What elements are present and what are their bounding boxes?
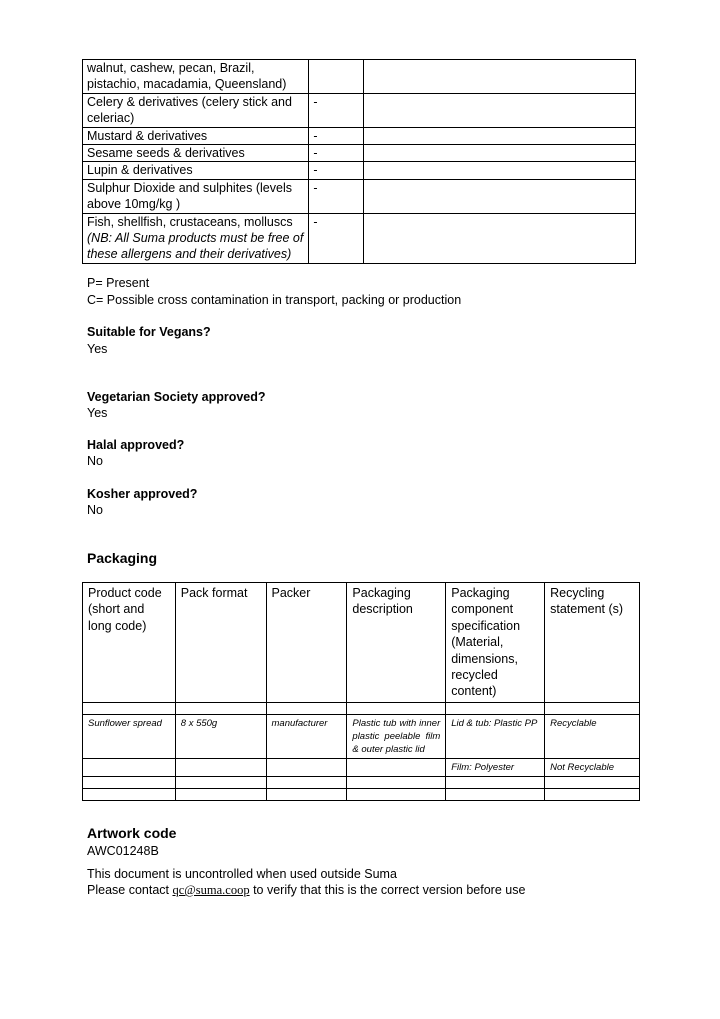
allergen-table: [82, 59, 636, 264]
vegan-label: Suitable for Vegans?: [87, 325, 211, 339]
allergen-name-line: Lupin & derivatives: [87, 163, 193, 178]
component-cell: Film: Polyester: [446, 758, 545, 776]
allergen-comment-cell: [364, 60, 636, 94]
allergen-row: [83, 213, 636, 263]
vegsoc-label: Vegetarian Society approved?: [87, 390, 266, 404]
header-recycling-statement: Recycling statement (s): [545, 583, 640, 703]
allergen-name-cell: [83, 60, 309, 94]
allergen-name-cell: [83, 179, 309, 213]
packaging-header-row: [83, 583, 640, 703]
artwork-code: AWC01248B: [87, 844, 159, 858]
allergen-name-cell: [83, 127, 309, 144]
allergen-row: [83, 162, 636, 179]
legend-cross: C= Possible cross contamination in transport, packing or production: [87, 293, 462, 307]
halal-value: No: [87, 454, 103, 468]
allergen-name-cell: [83, 93, 309, 127]
packer-cell: manufacturer: [266, 714, 347, 758]
legend-present: P= Present: [87, 276, 150, 290]
artwork-heading: Artwork code: [87, 825, 177, 841]
allergen-note-line: these allergens and their derivatives): [87, 247, 292, 262]
footer-line1: This document is uncontrolled when used outside Suma: [87, 867, 397, 881]
kosher-label: Kosher approved?: [87, 487, 198, 501]
allergen-value-cell: -: [309, 93, 364, 127]
vegan-value: Yes: [87, 342, 108, 356]
recycling-cell: Not Recyclable: [545, 758, 640, 776]
allergen-name-line: above 10mg/kg ): [87, 197, 181, 212]
allergen-value-cell: -: [309, 179, 364, 213]
header-packer: Packer: [266, 583, 347, 703]
allergen-row: [83, 145, 636, 162]
allergen-row: [83, 179, 636, 213]
allergen-note-line: (NB: All Suma products must be free of: [87, 231, 304, 246]
product-cell: Sunflower spread: [83, 714, 176, 758]
table-row: [83, 714, 640, 758]
allergen-value-cell: -: [309, 213, 364, 263]
allergen-value-cell: [309, 60, 364, 94]
allergen-name-cell: [83, 145, 309, 162]
format-cell: 8 x 550g: [175, 714, 266, 758]
halal-label: Halal approved?: [87, 438, 185, 452]
allergen-value-cell: -: [309, 162, 364, 179]
allergen-name-line: Mustard & derivatives: [87, 128, 208, 143]
packaging-table: [82, 582, 640, 801]
header-packaging-description: Packaging description: [347, 583, 446, 703]
header-pack-format: Pack format: [175, 583, 266, 703]
table-row: [83, 702, 640, 714]
table-row: [83, 758, 640, 776]
component-cell: Lid & tub: Plastic PP: [446, 714, 545, 758]
allergen-comment-cell: [364, 179, 636, 213]
allergen-value-cell: -: [309, 145, 364, 162]
description-cell: Plastic tub with inner plastic peelable film & outer plastic lid: [347, 714, 446, 758]
allergen-row: [83, 60, 636, 94]
allergen-name-line: Fish, shellfish, crustaceans, molluscs: [87, 214, 293, 229]
allergen-name-line: walnut, cashew, pecan, Brazil,: [87, 61, 255, 75]
allergen-name-line: celeriac): [87, 111, 135, 126]
allergen-row: [83, 93, 636, 127]
allergen-value-cell: -: [309, 127, 364, 144]
allergen-comment-cell: [364, 145, 636, 162]
allergen-name-line: Sesame seeds & derivatives: [87, 146, 245, 161]
packaging-heading: Packaging: [87, 550, 158, 566]
allergen-comment-cell: [364, 213, 636, 263]
footer-line2: Please contact qc@suma.coop to verify that this is the correct version before use: [87, 883, 526, 897]
allergen-name-line: pistachio, macadamia, Queensland): [87, 77, 287, 92]
kosher-value: No: [87, 503, 103, 517]
allergen-name-cell: [83, 162, 309, 179]
vegsoc-value: Yes: [87, 406, 108, 420]
allergen-comment-cell: [364, 162, 636, 179]
table-row: [83, 776, 640, 788]
allergen-name-cell: [83, 213, 309, 263]
allergen-name-line: Sulphur Dioxide and sulphites (levels: [87, 180, 292, 195]
table-row: [83, 788, 640, 800]
allergen-row: [83, 127, 636, 144]
allergen-comment-cell: [364, 93, 636, 127]
recycling-cell: Recyclable: [545, 714, 640, 758]
header-product-code: Product code (short and long code): [83, 583, 176, 703]
header-component-spec: Packaging component specification (Material, dimensions, recycled content): [446, 583, 545, 703]
allergen-name-line: Celery & derivatives (celery stick and: [87, 94, 292, 109]
allergen-comment-cell: [364, 127, 636, 144]
email-link[interactable]: qc@suma.coop: [172, 883, 250, 897]
